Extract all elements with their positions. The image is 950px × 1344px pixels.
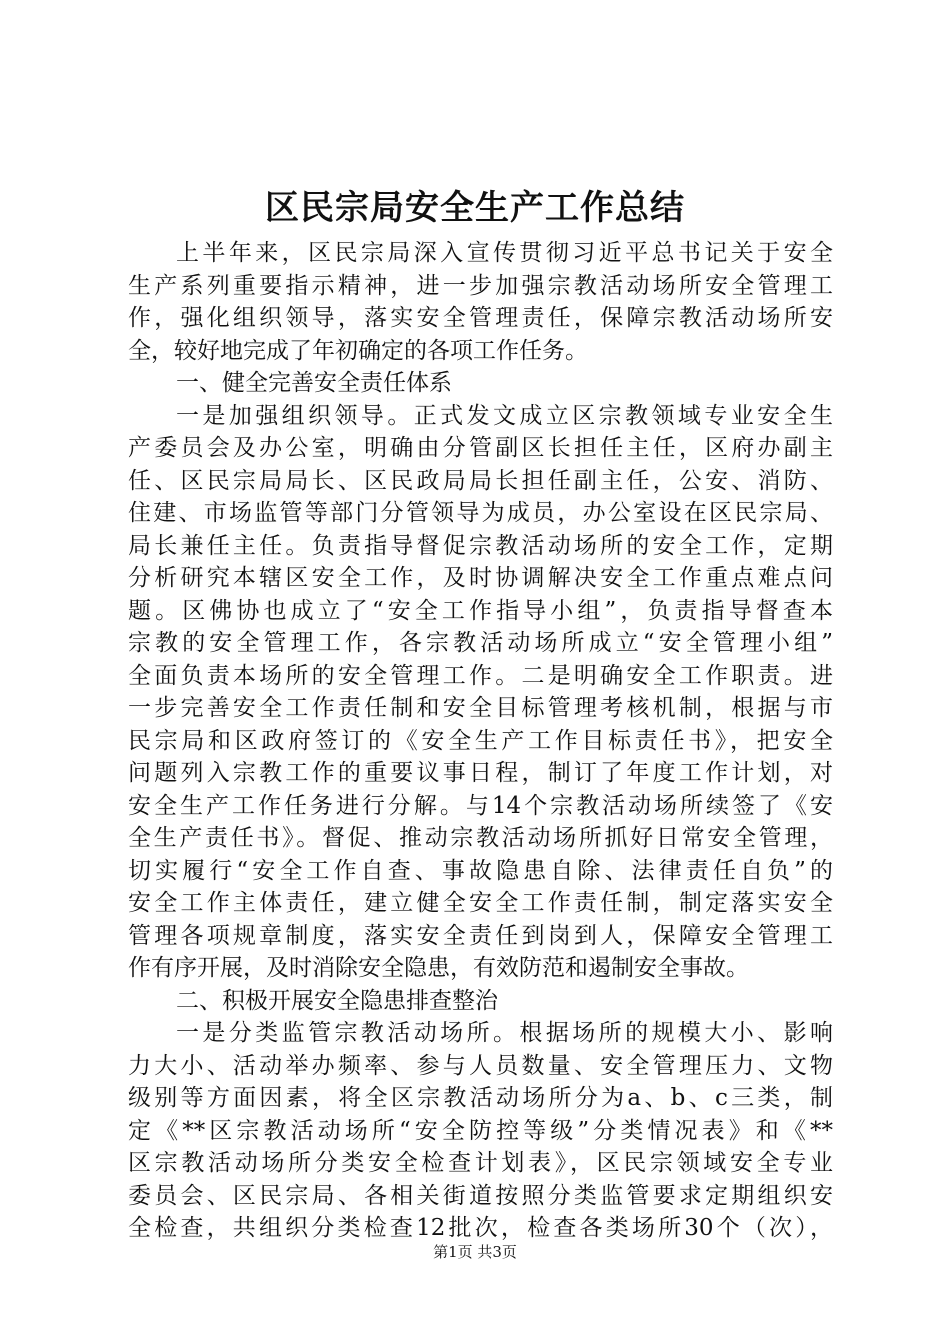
text-line: 委员会、区民宗局、各相关街道按照分类监管要求定期组织安 — [128, 1182, 833, 1209]
text-line: 切实履行“安全工作自查、事故隐患自除、法律责任自负”的 — [128, 857, 833, 884]
page-footer: 第1页 共3页 — [433, 1243, 517, 1261]
text-line: 二、积极开展安全隐患排查整治 — [176, 987, 498, 1014]
text-line: 安全生产工作任务进行分解。与14个宗教活动场所续签了《安 — [128, 792, 833, 819]
text-line: 全面负责本场所的安全管理工作。二是明确安全工作职责。进 — [128, 662, 833, 689]
text-line: 管理各项规章制度，落实安全责任到岗到人，保障安全管理工 — [128, 922, 833, 949]
text-line: 级别等方面因素，将全区宗教活动场所分为a、b、c三类，制 — [128, 1085, 833, 1111]
text-line: 安全工作主体责任，建立健全安全工作责任制，制定落实安全 — [128, 890, 833, 916]
text-line: 局长兼任主任。负责指导督促宗教活动场所的安全工作，定期 — [128, 532, 833, 559]
text-line: 一是分类监管宗教活动场所。根据场所的规模大小、影响 — [176, 1020, 833, 1046]
text-line: 力大小、活动举办频率、参与人员数量、安全管理压力、文物 — [128, 1052, 833, 1079]
text-line: 题。区佛协也成立了“安全工作指导小组”，负责指导督查本 — [128, 597, 833, 624]
text-line: 全生产责任书》。督促、推动宗教活动场所抓好日常安全管理， — [128, 825, 833, 851]
text-line: 区宗教活动场所分类安全检查计划表》，区民宗领域安全专业 — [128, 1150, 833, 1176]
text-line: 定《**区宗教活动场所“安全防控等级”分类情况表》和《** — [128, 1117, 833, 1144]
text-line: 生产系列重要指示精神，进一步加强宗教活动场所安全管理工 — [128, 272, 833, 299]
text-line: 作，强化组织领导，落实安全管理责任，保障宗教活动场所安 — [128, 305, 833, 331]
text-line: 住建、市场监管等部门分管领导为成员，办公室设在区民宗局、 — [128, 500, 833, 526]
text-line: 作有序开展，及时消除安全隐患，有效防范和遏制安全事故。 — [128, 955, 749, 981]
text-line: 一是加强组织领导。正式发文成立区宗教领域专业安全生 — [176, 402, 833, 429]
text-line: 宗教的安全管理工作，各宗教活动场所成立“安全管理小组” — [128, 630, 833, 656]
text-line: 上半年来，区民宗局深入宣传贯彻习近平总书记关于安全 — [176, 240, 833, 266]
text-line: 问题列入宗教工作的重要议事日程，制订了年度工作计划，对 — [128, 760, 833, 786]
text-line: 任、区民宗局局长、区民政局局长担任副主任，公安、消防、 — [128, 467, 833, 494]
text-line: 全，较好地完成了年初确定的各项工作任务。 — [128, 337, 588, 364]
text-line: 一、健全完善安全责任体系 — [176, 370, 452, 396]
document-title: 区民宗局安全生产工作总结 — [265, 188, 685, 228]
text-line: 全检查，共组织分类检查12批次，检查各类场所30个（次）， — [128, 1215, 833, 1241]
document-body — [128, 237, 833, 1245]
text-line: 民宗局和区政府签订的《安全生产工作目标责任书》，把安全 — [128, 727, 833, 754]
text-line: 一步完善安全工作责任制和安全目标管理考核机制，根据与市 — [128, 695, 833, 721]
text-line: 分析研究本辖区安全工作，及时协调解决安全工作重点难点问 — [128, 565, 833, 591]
text-line: 产委员会及办公室，明确由分管副区长担任主任，区府办副主 — [128, 435, 833, 461]
